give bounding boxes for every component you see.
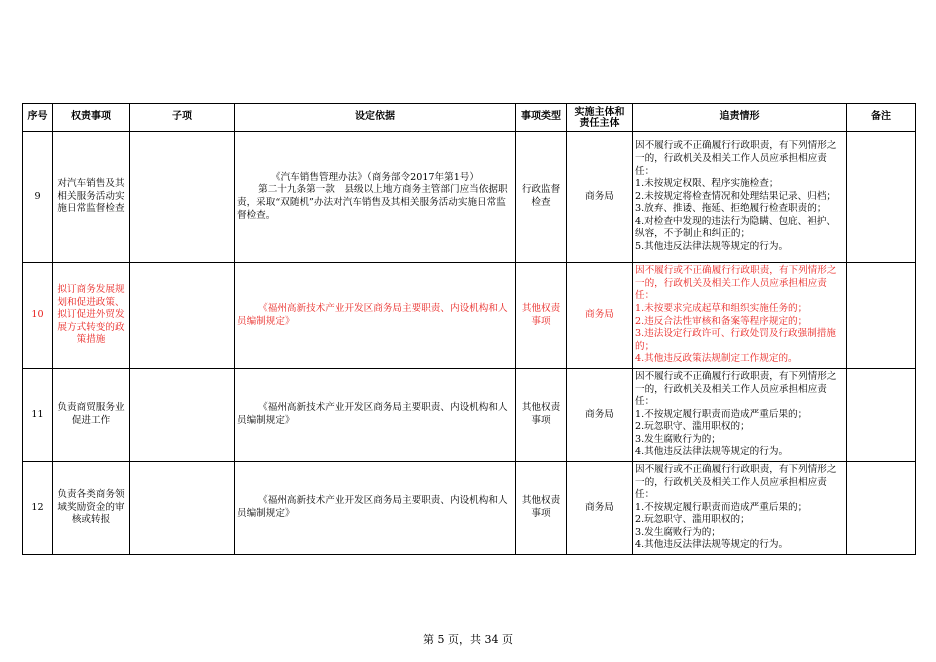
table-row xyxy=(23,132,916,263)
liability-line: 3.发生腐败行为的； xyxy=(635,433,721,445)
liability-line: 因不履行或不正确履行行政职责，有下列情形之一的，行政机关及相关工作人员应承担相应责任： xyxy=(635,370,837,408)
cell-item: 负责各类商务领域奖励资金的审核或转报 xyxy=(53,462,130,555)
cell-remark xyxy=(847,462,916,555)
cell-item: 负责商贸服务业促进工作 xyxy=(53,369,130,462)
cell-basis xyxy=(235,462,516,555)
cell-basis xyxy=(235,132,516,263)
cell-type: 行政监督检查 xyxy=(516,132,567,263)
liability-line: 1.未按要求完成起草和组织实施任务的； xyxy=(635,302,808,314)
liability-line: 2.玩忽职守、滥用职权的； xyxy=(635,514,750,526)
liability-line: 3.违法设定行政许可、行政处罚及行政强制措施的； xyxy=(635,328,837,352)
liability-line: 4.其他违反政策法规制定工作规定的。 xyxy=(635,353,798,365)
cell-liability xyxy=(633,462,847,555)
liability-line: 1.未按规定权限、程序实施检查； xyxy=(635,178,779,190)
header-item: 权责事项 xyxy=(53,104,130,132)
header-basis: 设定依据 xyxy=(235,104,516,132)
cell-liability xyxy=(633,369,847,462)
basis-text: 《福州高新技术产业开发区商务局主要职责、内设机构和人员编制规定》 xyxy=(237,302,508,327)
liability-line: 4.其他违反法律法规等规定的行为。 xyxy=(635,539,789,551)
cell-sub xyxy=(130,132,235,263)
page-number: 第 5 页，共 34 页 xyxy=(423,633,513,646)
basis-line2: 第二十九条第一款 县级以上地方商务主管部门应当依据职责，采取“双随机”办法对汽车销售及其相关服务活动实施日常监督检查。 xyxy=(237,184,508,221)
header-row xyxy=(23,104,916,132)
liability-line: 4.其他违反法律法规等规定的行为。 xyxy=(635,446,789,458)
header-subject-line1: 实施主体和 xyxy=(574,106,625,118)
liability-line: 4.对检查中发现的违法行为隐瞒、包庇、袒护、纵容，不予制止和纠正的； xyxy=(635,215,837,240)
basis-text: 《福州高新技术产业开发区商务局主要职责、内设机构和人员编制规定》 xyxy=(237,402,508,426)
header-liability: 追责情形 xyxy=(633,104,847,132)
liability-line: 2.违反合法性审核和备案等程序规定的； xyxy=(635,315,808,327)
cell-seq: 9 xyxy=(23,132,53,263)
header-seq: 序号 xyxy=(23,104,53,132)
liability-line: 因不履行或不正确履行行政职责，有下列情形之一的，行政机关及相关工作人员应承担相应责任： xyxy=(635,265,837,302)
liability-line: 1.不按规定履行职责而造成严重后果的； xyxy=(635,408,808,420)
cell-type: 其他权责事项 xyxy=(516,263,567,369)
cell-subject: 商务局 xyxy=(567,263,633,369)
liability-line: 1.不按规定履行职责而造成严重后果的； xyxy=(635,501,808,513)
cell-subject: 商务局 xyxy=(567,369,633,462)
liability-line: 2.未按规定将检查情况和处理结果记录、归档； xyxy=(635,190,837,202)
basis-line1: 《汽车销售管理办法》（商务部令2017年第1号） xyxy=(271,171,479,183)
cell-seq: 10 xyxy=(23,263,53,369)
header-subject xyxy=(567,104,633,132)
table-row xyxy=(23,462,916,555)
cell-sub xyxy=(130,462,235,555)
liability-line: 3.发生腐败行为的； xyxy=(635,526,721,538)
header-sub: 子项 xyxy=(130,104,235,132)
header-type: 事项类型 xyxy=(516,104,567,132)
cell-remark xyxy=(847,132,916,263)
liability-line: 2.玩忽职守、滥用职权的； xyxy=(635,421,750,433)
liability-line: 5.其他违反法律法规等规定的行为。 xyxy=(635,241,789,253)
responsibility-table xyxy=(22,103,916,555)
cell-remark xyxy=(847,369,916,462)
cell-basis xyxy=(235,369,516,462)
cell-type: 其他权责事项 xyxy=(516,462,567,555)
basis-text: 《福州高新技术产业开发区商务局主要职责、内设机构和人员编制规定》 xyxy=(237,495,508,519)
cell-item: 对汽车销售及其相关服务活动实施日常监督检查 xyxy=(53,132,130,263)
cell-seq: 11 xyxy=(23,369,53,462)
cell-sub xyxy=(130,369,235,462)
liability-line: 因不履行或不正确履行行政职责，有下列情形之一的，行政机关及相关工作人员应承担相应责任： xyxy=(635,140,837,177)
cell-item: 拟订商务发展规划和促进政策、拟订促进外贸发展方式转变的政策措施 xyxy=(53,263,130,369)
cell-remark xyxy=(847,263,916,369)
table-row xyxy=(23,369,916,462)
cell-sub xyxy=(130,263,235,369)
table-row-highlighted xyxy=(23,263,916,369)
liability-line: 3.放弃、推诿、拖延、拒绝履行检查职责的； xyxy=(635,203,827,215)
header-remark: 备注 xyxy=(847,104,916,132)
liability-line: 因不履行或不正确履行行政职责，有下列情形之一的，行政机关及相关工作人员应承担相应责任： xyxy=(635,463,837,501)
cell-basis xyxy=(235,263,516,369)
cell-liability xyxy=(633,263,847,369)
cell-type: 其他权责事项 xyxy=(516,369,567,462)
header-subject-line2: 责任主体 xyxy=(579,117,620,129)
cell-liability xyxy=(633,132,847,263)
cell-seq: 12 xyxy=(23,462,53,555)
cell-subject: 商务局 xyxy=(567,132,633,263)
cell-subject: 商务局 xyxy=(567,462,633,555)
